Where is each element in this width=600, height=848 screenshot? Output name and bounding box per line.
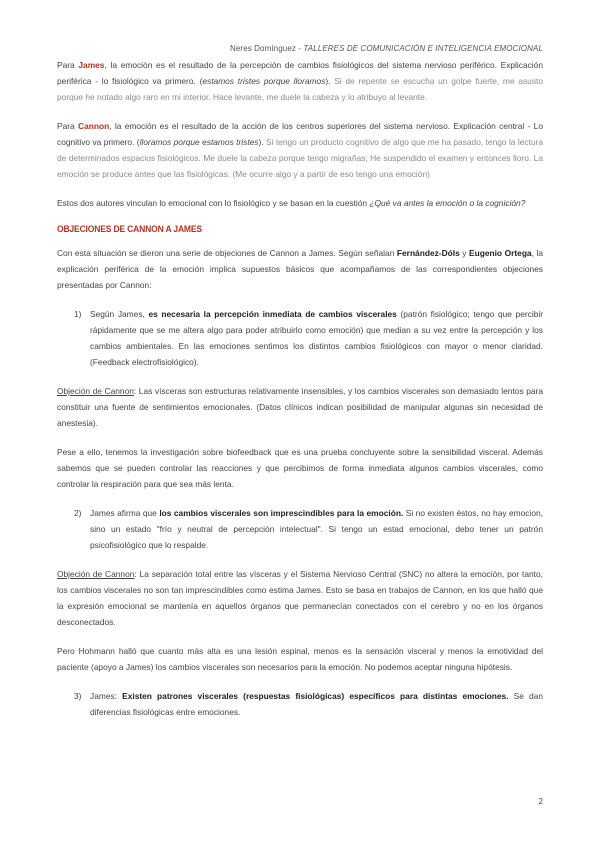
example-cannon: Si tengo un producto cognitivo de algo que me ha pasado, tengo la lectura de determinados espacios fisiológicos. Me duele la cabeza porque tengo migrañas; He suspendido el examen y entonces lloro. La emoción se produce antes que las fisiológicas. (Me ocurre algo y a partir de eso tengo una emoción) <box>57 137 543 179</box>
list-item-bold: es necesaria la percepción inmediata de cambios viscerales <box>148 309 397 319</box>
page-content <box>57 57 543 733</box>
objection-1 <box>57 383 543 431</box>
text: Se dan diferencias fisiológicas entre emociones. <box>90 691 544 717</box>
example-james: Si de repente se escucha un golpe fuerte, me asusto porque he notado algo raro en mi interior. Hace levante, me duele la cabeza y lo atribuyo al levante. <box>57 76 543 102</box>
text: (patrón fisiológico; tengo que percibir rápidamente que se me altera algo para poder atribuirlo como emoción) que median a su vez entre la percepción y los cambios ambientales. En las emociones sentimos los distintos cambios fisiológicos con mayor o menor claridad. (Feedback electrofisiológico). <box>90 309 543 367</box>
text: Si no existen éstos, no hay emocion, sino un estado "frío y neutral de percepción intelectual". Si tengo un estad emocional, debo tener un patrón psicofisiológico que lo respalde. <box>90 508 543 550</box>
text: ). <box>325 76 335 86</box>
objection-2 <box>57 566 543 630</box>
list-item-bold: Existen patrones viscerales (respuestas fisiológicas) específicos para distintas emociones. <box>122 691 509 701</box>
list-item-2 <box>57 505 543 553</box>
text: , la emoción es el resultado de la acción de los centros superiores del sistema nervioso. Explicación central - Lo cognitivo va primero. ( <box>57 121 543 147</box>
text: y <box>459 248 470 258</box>
text: Para <box>57 121 79 131</box>
paragraph-james <box>57 57 543 105</box>
page-header <box>230 44 543 53</box>
objection-label: Objeción de Cannon <box>57 569 135 579</box>
author-eugenio-ortega: Eugenio Ortega <box>469 248 532 258</box>
header-author: Neres Domínguez - <box>230 44 304 53</box>
paragraph-objections-intro <box>57 245 543 293</box>
page-number: 2 <box>538 797 543 806</box>
list-item-bold: los cambios viscerales son imprescindibles para la emoción. <box>159 508 404 518</box>
author-fernandez-dols: Fernández-Dóls <box>396 248 460 258</box>
text: James afirma que <box>90 508 160 518</box>
key-question: ¿Qué va antes la emoción o la cognición? <box>369 198 526 208</box>
quote-cannon: lloramos porque estamos tristes <box>139 137 259 147</box>
list-item-3 <box>57 688 543 720</box>
list-number: 1) <box>74 309 82 319</box>
quote-james: estamos tristes porque lloramos <box>202 76 326 86</box>
paragraph-biofeedback: Pese a ello, tenemos la investigación sobre biofeedback que es una prueba concluyente sobre la sensibilidad visceral. Además sabemos que se pueden controlar las reacciones y que percibimos de forma inmediata algunos cambios viscerales, como controlar la respiración para que sea más lenta. <box>57 447 543 489</box>
author-james: James <box>78 60 105 70</box>
header-course: TALLERES DE COMUNICACIÓN E INTELIGENCIA EMOCIONAL <box>303 44 543 53</box>
text: Para <box>57 60 79 70</box>
text: : La separación total entre las vísceras y el Sistema Nervioso Central (SNC) no altera la emoción, por tanto, los cambios viscerales no son tan imprescindibles como estima James. Esto se basa en trabajos de Cannon, en los que halló que la expresión emocional se mantenía en aquellos órganos que permanecían conectados con el cerebro y no en los órganos desconectados. <box>57 569 543 627</box>
list-number: 3) <box>74 691 82 701</box>
text: : Las vísceras son estructuras relativamente insensibles, y los cambios viscerales son demasiado lentos para constituir una fuente de sentimientos emocionales. (Datos clínicos indican posibilidad de manipular algunas sin necesidad de anestesia). <box>57 386 543 428</box>
paragraph-hohmann: Pero Hohmann halló que cuanto más alta es una lesión espinal, menos es la sensación visceral y menos la emotividad del paciente (apoyo a James) los cambios viscerales son necesarios para la emoción. No podemos aceptar ninguna hipótesis. <box>57 646 543 672</box>
section-title: OBJECIONES DE CANNON A JAMES <box>57 224 202 235</box>
text: Con esta situación se dieron una serie de objeciones de Cannon a James. Según señalan <box>57 248 397 258</box>
text: James: <box>90 691 123 701</box>
text: , la explicación periférica de la emoción implica supuestos básicos que acompañamos de las correspondientes objeciones presentadas por Cannon: <box>57 248 543 290</box>
author-cannon: Cannon <box>78 121 110 131</box>
text: ). <box>258 137 267 147</box>
paragraph-cannon <box>57 118 543 182</box>
text: Según James, <box>90 309 149 319</box>
list-number: 2) <box>74 508 82 518</box>
list-item-1 <box>57 306 543 370</box>
text: , la emoción es el resultado de la percepción de cambios fisiológicos del sistema nervioso periférico. Explicación periférica - lo fisiológico va primero. ( <box>57 60 543 86</box>
paragraph-link <box>57 195 543 211</box>
text: Estos dos autores vinculan lo emocional con lo fisiológico y se basan en la cuestión <box>57 198 370 208</box>
objection-label: Objeción de Cannon <box>57 386 134 396</box>
